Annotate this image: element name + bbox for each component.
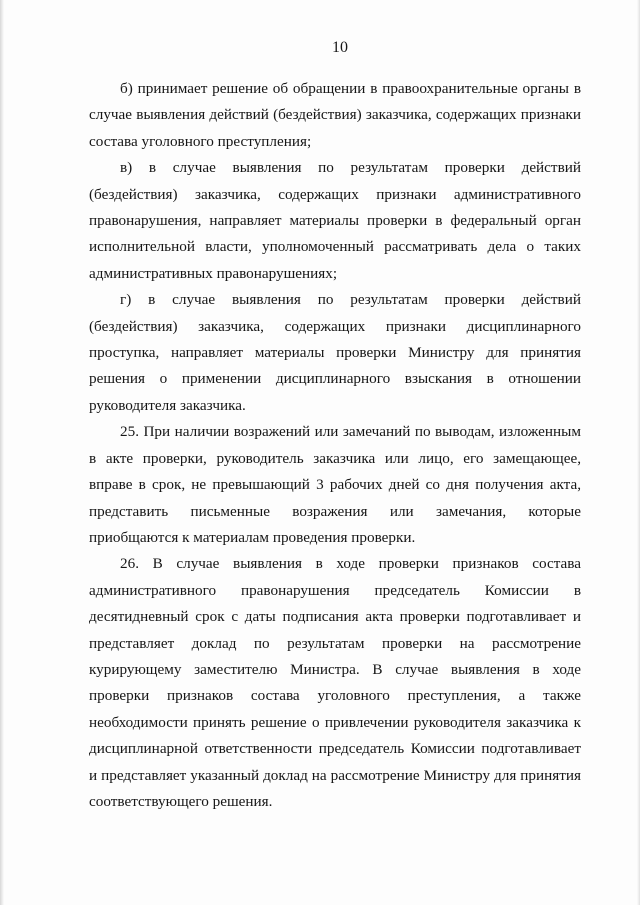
page-number: 10 [332,39,348,56]
paragraph-g: г) в случае выявления по результатам проверки действий (бездействия) заказчика, содержащих признаки дисциплинарного проступка, направляет материалы проверки Министру для принятия решения о применении дисциплинарного взыскания в отношении руководителя заказчика. [89,291,581,414]
paragraph-26: 26. В случае выявления в ходе проверки признаков состава административного правонарушения председатель Комиссии в десятидневный срок с даты подписания акта проверки подготавливает и представляет доклад по результатам проверки на рассмотрение курирующему заместителю Министра. В случае выявления в ходе проверки признаков состава уголовного преступления, а также необходимости принять решение о привлечении руководителя заказчика к дисциплинарной ответственности председатель Комиссии подготавливает и представляет указанный доклад на рассмотрение Министру для принятия соответствующего решения. [89,555,581,810]
paragraph-25: 25. При наличии возражений или замечаний по выводам, изложенным в акте проверки, руководитель заказчика или лицо, его замещающее, вправе в срок, не превышающий 3 рабочих дней со дня получения акта, представить письменные возражения или замечания, которые приобщаются к материалам проведения проверки. [89,423,581,546]
document-body [89,76,581,815]
paragraph-v: в) в случае выявления по результатам проверки действий (бездействия) заказчика, содержащих признаки административного правонарушения, направляет материалы проверки в федеральный орган исполнительной власти, уполномоченный рассматривать дела о таких административных правонарушениях; [89,159,581,282]
scan-edge-left [0,0,4,905]
paragraph-b: б) принимает решение об обращении в правоохранительные органы в случае выявления действий (бездействия) заказчика, содержащих признаки состава уголовного преступления; [89,80,581,150]
